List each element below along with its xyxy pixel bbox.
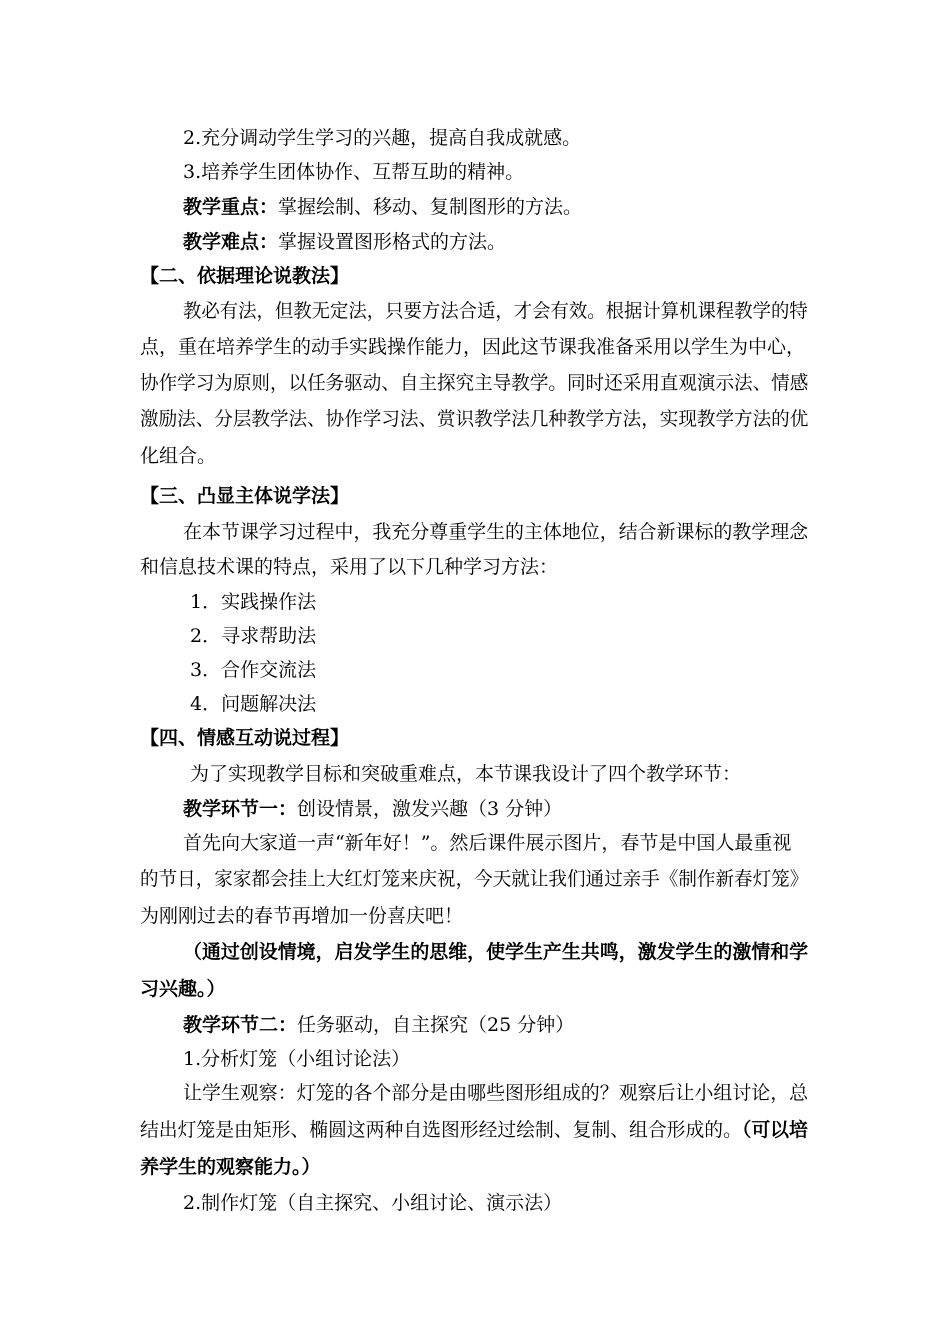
sub-1-line-2-note: （可以培 — [741, 1119, 808, 1141]
method-3: 3．合作交流法 — [190, 659, 317, 681]
section-3-line-1: 在本节课学习过程中，我充分尊重学生的主体地位，结合新课标的教学理念 — [183, 521, 809, 543]
step-1-label: 教学环节一： — [183, 798, 298, 820]
section-3-line-2: 和信息技术课的特点，采用了以下几种学习方法： — [140, 556, 559, 578]
section-2-line-1: 教必有法，但教无定法，只要方法合适，才会有效。根据计算机课程教学的特 — [183, 300, 808, 322]
section-2-line-4: 激励法、分层教学法、协作学习法、赏识教学法几种教学方法，实现教学方法的优 — [140, 408, 809, 430]
step-2-sub-1: 1.分析灯笼（小组讨论法） — [183, 1048, 411, 1070]
step-2-sub-1-line-2 — [140, 1117, 808, 1143]
step-2-label: 教学环节二： — [183, 1014, 298, 1036]
step-1-line-1: 首先向大家道一声“新年好！”。然后课件展示图片，春节是中国人最重视 — [183, 832, 792, 854]
difficulty-line — [183, 229, 506, 255]
method-2: 2．寻求帮助法 — [190, 625, 317, 647]
key-point-label: 教学重点： — [183, 196, 279, 218]
method-1: 1．实践操作法 — [190, 591, 317, 613]
section-4-intro: 为了实现教学目标和突破重难点，本节课我设计了四个教学环节： — [190, 763, 742, 785]
method-4: 4．问题解决法 — [190, 693, 317, 715]
section-3-heading: 【三、凸显主体说学法】 — [140, 485, 350, 507]
step-2-line — [183, 1012, 574, 1038]
step-1-line-2: 的节日，家家都会挂上大红灯笼来庆祝，今天就让我们通过亲手《制作新春灯笼》 — [140, 868, 809, 890]
section-2-line-5: 化组合。 — [140, 445, 217, 467]
key-point-line — [183, 194, 582, 220]
section-2-heading: 【二、依据理论说教法】 — [140, 265, 350, 287]
step-2-sub-1-line-3: 养学生的观察能力。） — [140, 1156, 321, 1178]
section-2-line-2: 点，重在培养学生的动手实践操作能力，因此这节课我准备采用以学生为中心， — [140, 336, 806, 358]
goal-item-2: 2.充分调动学生学习的兴趣，提高自我成就感。 — [183, 127, 582, 149]
section-2-line-3: 协作学习为原则，以任务驱动、自主探究主导教学。同时还采用直观演示法、情感 — [140, 372, 809, 394]
step-2-text: 任务驱动，自主探究（25 分钟） — [297, 1014, 575, 1036]
key-point-text: 掌握绘制、移动、复制图形的方法。 — [278, 196, 583, 218]
step-1-note-line-1: （通过创设情境，启发学生的思维，使学生产生共鸣，激发学生的激情和学 — [183, 941, 809, 963]
difficulty-label: 教学难点： — [183, 231, 279, 253]
sub-1-line-2-text: 结出灯笼是由矩形、椭圆这两种自选图形经过绘制、复制、组合形成的。 — [140, 1119, 742, 1141]
step-1-line — [183, 796, 562, 822]
difficulty-text: 掌握设置图形格式的方法。 — [278, 231, 507, 253]
step-1-line-3: 为刚刚过去的春节再增加一份喜庆吧！ — [140, 905, 464, 927]
step-2-sub-2: 2.制作灯笼（自主探究、小组讨论、演示法） — [183, 1192, 563, 1214]
goal-item-3: 3.培养学生团体协作、互帮互助的精神。 — [183, 161, 525, 183]
section-4-heading: 【四、情感互动说过程】 — [140, 727, 350, 749]
step-1-note-line-2: 习兴趣。） — [140, 978, 226, 1000]
step-2-sub-1-line-1: 让学生观察：灯笼的各个部分是由哪些图形组成的？观察后让小组讨论，总 — [183, 1082, 809, 1104]
step-1-text: 创设情景，激发兴趣（3 分钟） — [297, 798, 563, 820]
